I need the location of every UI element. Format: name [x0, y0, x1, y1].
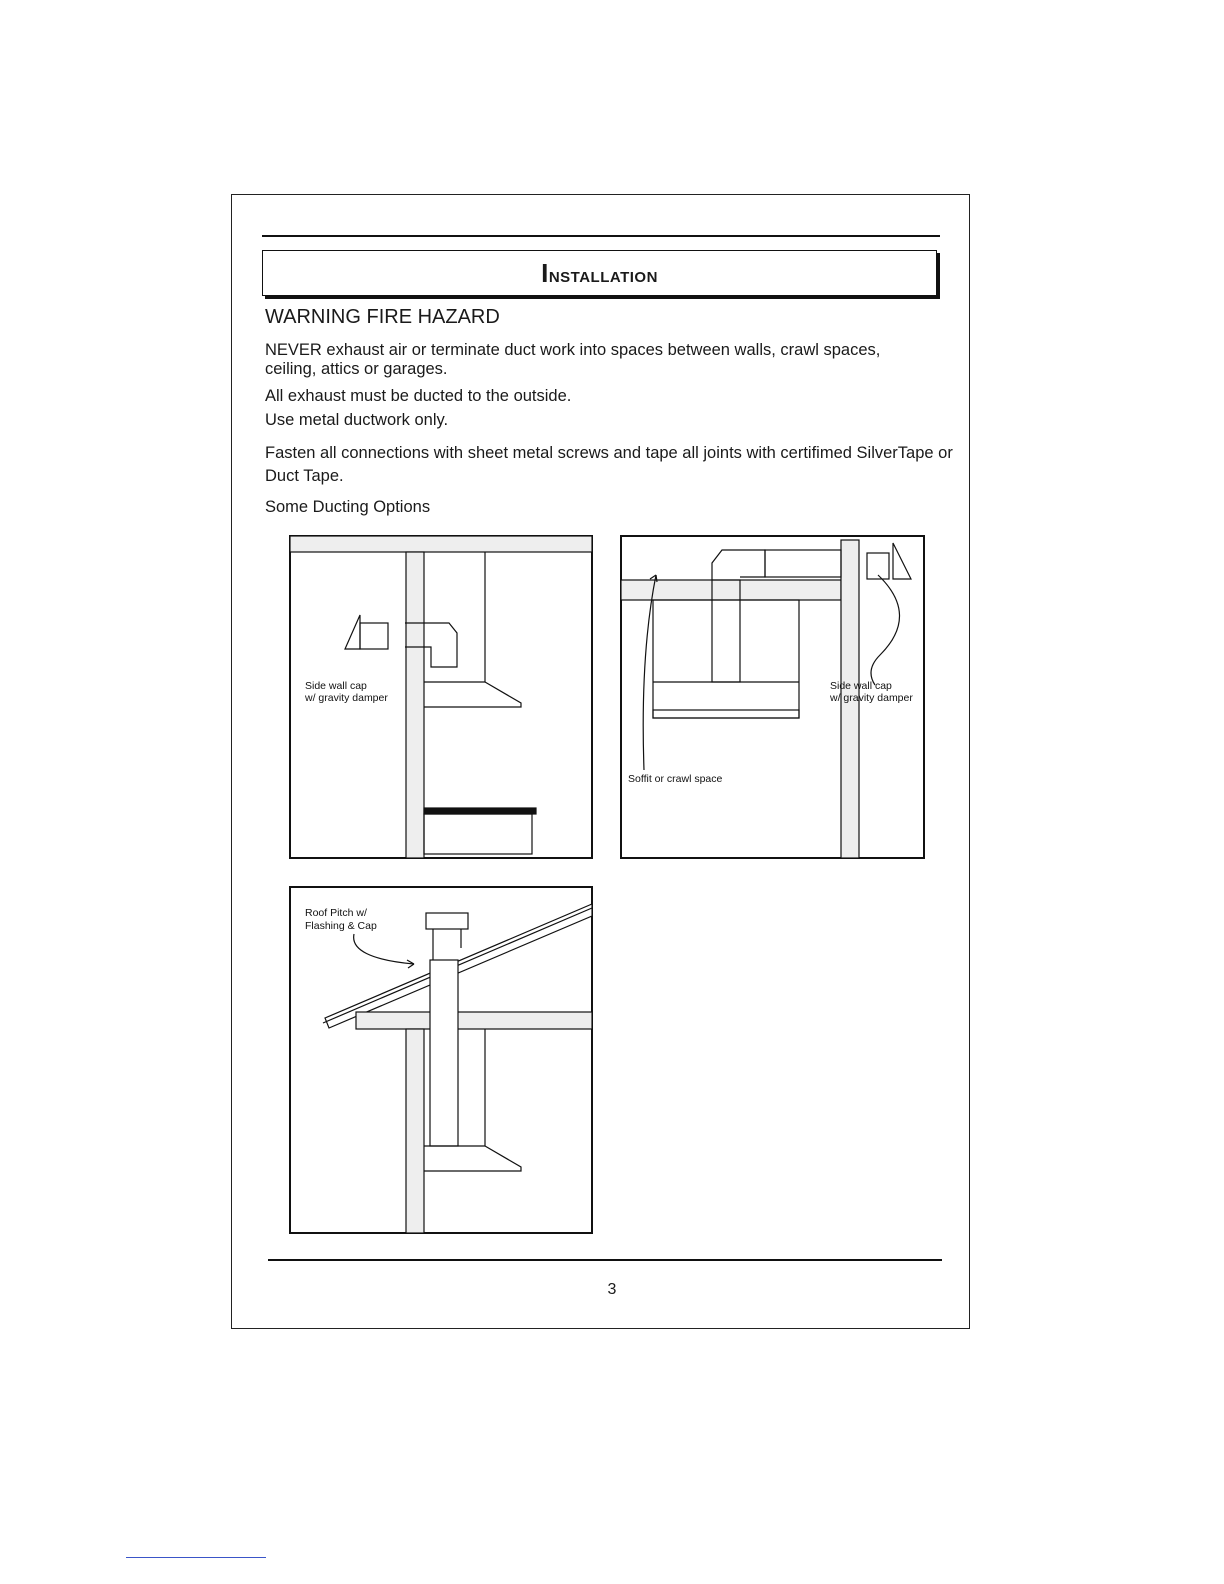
footer-link-underline[interactable]	[126, 1557, 266, 1558]
warning-heading: WARNING FIRE HAZARD	[265, 306, 500, 328]
paragraph-metal-ductwork: Use metal ductwork only.	[265, 411, 449, 429]
soffit-side-wall-cap-label-line1: Side wall cap	[830, 680, 892, 692]
side-wall-cap-label-line1: Side wall cap	[305, 680, 367, 692]
paragraph-exhaust-never: NEVER exhaust air or terminate duct work into spaces between walls, crawl spaces, ceiling, attics or garages.	[265, 341, 881, 378]
bottom-rule	[268, 1259, 942, 1261]
roof-pitch-label-line1: Roof Pitch w/	[305, 907, 367, 919]
paragraph-fasten-connections: Fasten all connections with sheet metal screws and tape all joints with certifimed SilverTape or Duct Tape.	[265, 444, 953, 485]
side-wall-cap-label-line2: w/ gravity damper	[305, 692, 388, 704]
section-title-box	[262, 250, 937, 296]
soffit-crawl-space-label: Soffit or crawl space	[628, 773, 723, 785]
top-rule	[262, 235, 940, 237]
roof-pitch-ducting-diagram	[289, 886, 594, 1236]
soffit-side-wall-cap-label-line2: w/ gravity damper	[830, 692, 913, 704]
side-wall-ducting-diagram	[289, 535, 594, 860]
page-number: 3	[607, 1281, 617, 1298]
roof-pitch-label-line2: Flashing & Cap	[305, 920, 377, 932]
paragraph-ducted-outside: All exhaust must be ducted to the outside.	[265, 387, 572, 405]
section-title: Installation	[541, 257, 658, 288]
soffit-ducting-diagram	[620, 535, 927, 860]
ducting-options-heading: Some Ducting Options	[265, 498, 431, 516]
